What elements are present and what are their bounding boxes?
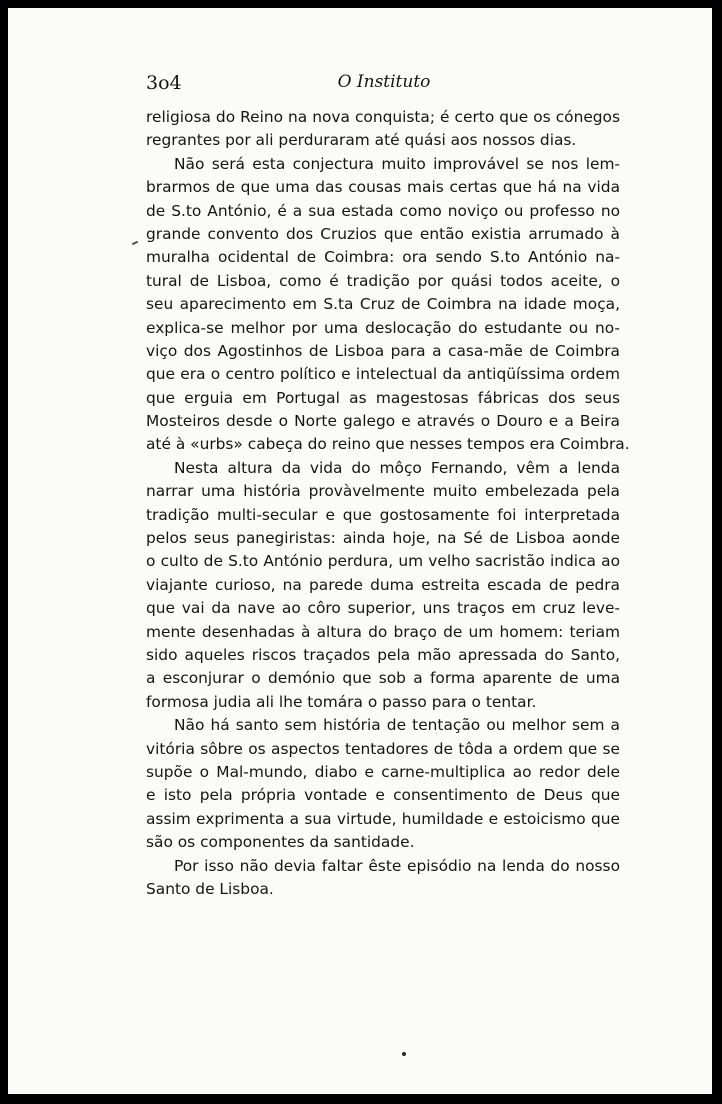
- text-line: grande convento dos Cruzios que então existia arrumado à: [146, 224, 620, 243]
- text-line: viajante curioso, na parede duma estreita escada de pedra: [146, 575, 620, 594]
- text-line: Não será esta conjectura muito improvável se nos lem-: [174, 154, 620, 173]
- text-line: que erguia em Portugal as magestosas fábricas dos seus: [146, 388, 620, 407]
- text-line: Nesta altura da vida do môço Fernando, vêm a lenda: [174, 458, 620, 477]
- text-line: brarmos de que uma das cousas mais certas que há na vida: [146, 178, 620, 197]
- text-line: que vai da nave ao côro superior, uns traços em cruz leve-: [146, 599, 620, 618]
- text-line: sido aqueles riscos traçados pela mão apressada do Santo,: [146, 645, 620, 664]
- document-page: [8, 8, 712, 1094]
- text-line: pelos seus panegiristas: ainda hoje, na Sé de Lisboa aonde: [146, 529, 620, 548]
- text-line: Não há santo sem história de tentação ou melhor sem a: [174, 716, 620, 735]
- text-line: tural de Lisboa, como é tradição por quási todos aceite, o: [146, 271, 620, 290]
- text-line: viço dos Agostinhos de Lisboa para a casa-mãe de Coimbra: [146, 341, 620, 360]
- text-line: o culto de S.to António perdura, um velho sacristão indica ao: [146, 552, 620, 571]
- text-line: a esconjurar o demónio que sob a forma aparente de uma: [146, 669, 620, 688]
- text-line: muralha ocidental de Coimbra: ora sendo S.to António na-: [146, 248, 620, 267]
- text-line: de S.to António, é a sua estada como noviço ou professo no: [146, 201, 620, 220]
- text-line: Por isso não devia faltar êste episódio na lenda do nosso: [174, 856, 620, 875]
- text-line: narrar uma história provàvelmente muito embelezada pela: [146, 482, 620, 501]
- text-line: que era o centro político e intelectual da antiqüíssima ordem: [146, 365, 620, 384]
- text-line: explica-se melhor por uma deslocação do estudante ou no-: [146, 318, 620, 337]
- text-line: são os componentes da santidade.: [146, 833, 415, 852]
- bottom-speck: [402, 1052, 406, 1056]
- text-line: religiosa do Reino na nova conquista; é certo que os cónegos: [146, 108, 620, 126]
- body-text: [146, 106, 630, 901]
- text-line: Mosteiros desde o Norte galego e através o Douro e a Beira: [146, 412, 620, 431]
- text-line: tradição multi-secular e que gostosamente foi interpretada: [146, 505, 620, 524]
- text-line: assim exprimenta a sua virtude, humildade e estoicismo que: [146, 809, 620, 828]
- text-line: mente desenhadas à altura do braço de um homem: teriam: [146, 622, 620, 641]
- text-line: seu aparecimento em S.ta Cruz de Coimbra na idade moça,: [146, 295, 620, 314]
- text-line: e isto pela própria vontade e consentimento de Deus que: [146, 786, 620, 805]
- text-line: até à «urbs» cabeça do reino que nesses tempos era Coimbra.: [146, 435, 630, 454]
- text-line: supõe o Mal-mundo, diabo e carne-multiplica ao redor dele: [146, 762, 620, 781]
- text-line: formosa judia ali lhe tomára o passo para o tentar.: [146, 692, 537, 711]
- text-line: regrantes por ali perduraram até quási aos nossos dias.: [146, 131, 577, 150]
- text-line: vitória sôbre os aspectos tentadores de tôda a ordem que se: [146, 739, 620, 758]
- running-title: O Instituto: [337, 72, 431, 92]
- page-header: [146, 72, 622, 102]
- text-line: Santo de Lisboa.: [146, 879, 274, 898]
- margin-speck: [132, 241, 138, 245]
- page-number: 3o4: [146, 72, 182, 94]
